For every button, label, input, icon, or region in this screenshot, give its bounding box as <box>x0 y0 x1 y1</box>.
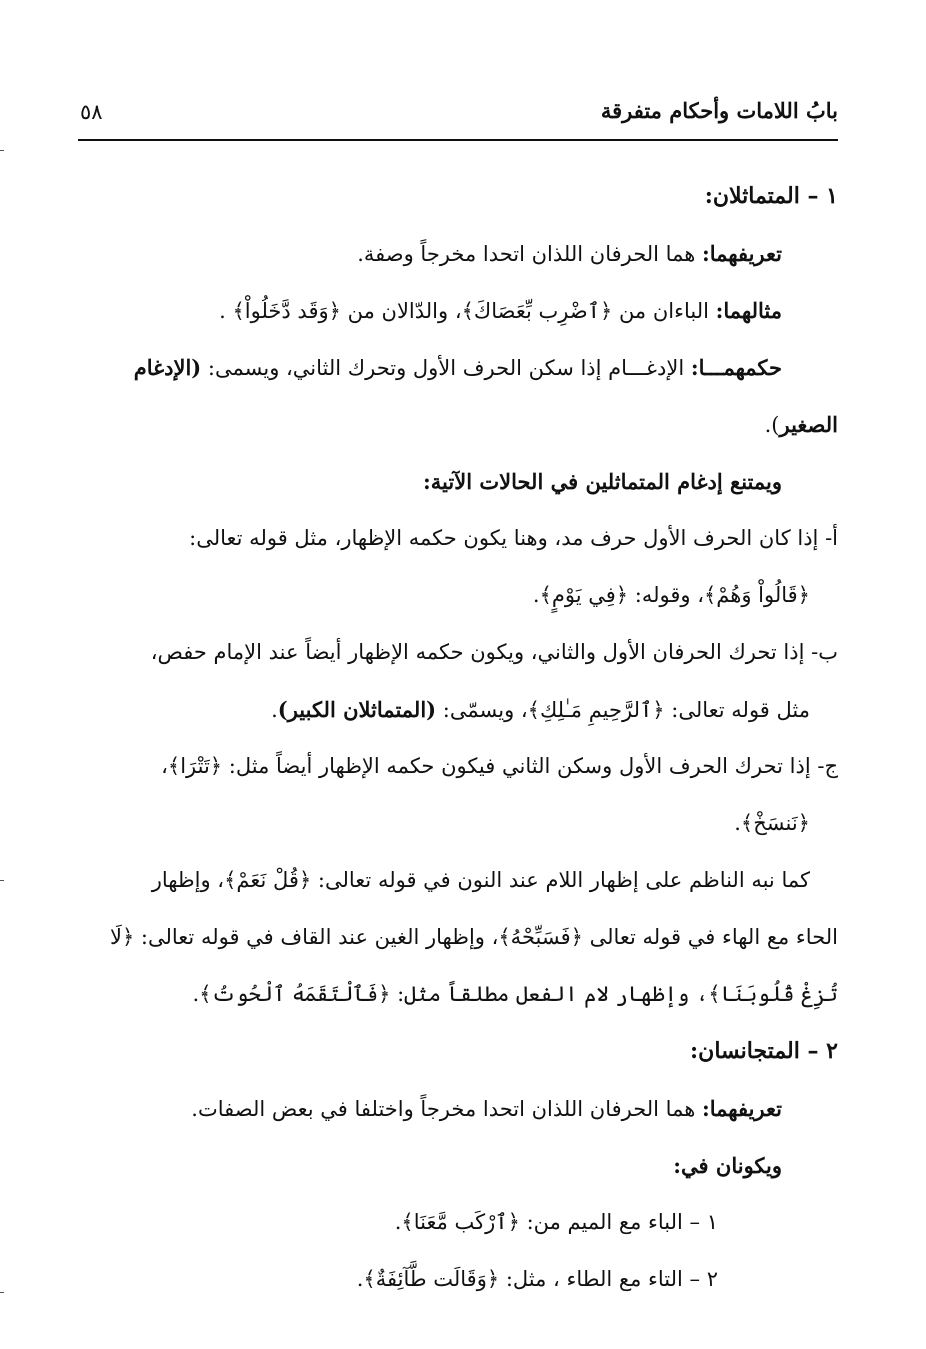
example-label: مثالهما: <box>715 298 782 323</box>
definition-text: هما الحرفان اللذان اتحدا مخرجاً وصفة. <box>357 242 702 266</box>
ruling-paragraph-line2 <box>80 396 838 453</box>
ruling-term-cont: الصغير <box>779 412 838 437</box>
case-c-line1: ج- إذا تحرك الحرف الأول وسكن الثاني فيكون حكمه الإظهار أيضاً مثل: ﴿تَتْرَا﴾، <box>161 754 838 778</box>
definition2-paragraph <box>80 1080 838 1137</box>
case-a-line1: أ- إذا كان الحرف الأول حرف مد، وهنا يكون حكمه الإظهار، مثل قوله تعالى: <box>189 526 838 550</box>
margin-mark <box>0 880 4 881</box>
ruling-term-end: ). <box>764 413 780 437</box>
margin-mark <box>0 150 4 151</box>
ruling-paragraph-line1 <box>80 339 838 396</box>
definition-paragraph <box>80 225 838 282</box>
definition2-label: تعريفهما: <box>701 1096 782 1121</box>
case-c-line2: ﴿نَنسَخْ﴾. <box>734 811 810 835</box>
ruling-text: الإدغـــام إذا سكن الحرف الأول وتحرك الثاني، ويسمى: <box>201 356 691 380</box>
list-item: ١ – الباء مع الميم من: ﴿ٱرْكَب مَّعَنَا﴾. <box>394 1210 718 1234</box>
section-heading-mutajanisan: ٢ – المتجانسان: <box>690 1038 838 1064</box>
ruling-term: (الإدغام <box>133 355 202 380</box>
cases-heading: ويكونان في: <box>673 1153 782 1178</box>
definition-label: تعريفهما: <box>701 241 782 266</box>
list-item: ٢ – التاء مع الطاء ، مثل: ﴿وَقَالَت طَّآئِفَةٌ﴾. <box>356 1267 718 1291</box>
definition2-text: هما الحرفان اللذان اتحدا مخرجاً واختلفا في بعض الصفات. <box>191 1097 702 1121</box>
header-divider <box>78 139 838 141</box>
example-paragraph <box>80 282 838 339</box>
chapter-title: بابُ اللامات وأحكام متفرقة <box>600 98 838 123</box>
case-b-line2 <box>80 681 838 738</box>
prevention-heading: ويمتنع إدغام المتماثلين في الحالات الآتية: <box>423 469 782 494</box>
note-line1: كما نبه الناظم على إظهار اللام عند النون في قوله تعالى: ﴿قُلْ نَعَمْ﴾، وإظهار <box>151 868 810 892</box>
example-text: الباءان من ﴿ٱضْرِب بِّعَصَاكَ﴾، والدّالان من ﴿وَقَد دَّخَلُواْ﴾ . <box>219 299 716 323</box>
note-line3: تُزِغْ قُلُوبَنَا﴾، وإظهار لام الفعل مطلقاً مثل: ﴿فَٱلْتَقَمَهُ ٱلْحُوتُ﴾. <box>192 982 838 1006</box>
margin-mark <box>0 1292 4 1293</box>
case-b-text: مثل قوله تعالى: ﴿ٱلرَّحِيمِ مَـٰلِكِ﴾، ويسمّى: <box>436 698 810 722</box>
case-a-line2: ﴿قَالُواْ وَهُمْ﴾، وقوله: ﴿فِي يَوْمٍ﴾. <box>532 583 810 607</box>
ruling-label: حكمهمـــا: <box>690 355 782 380</box>
case-b-end: . <box>271 698 278 722</box>
note-line2: الحاء مع الهاء في قوله تعالى ﴿فَسَبِّحْهُ﴾، وإظهار الغين عند القاف في قوله تعالى: ﴿لَا <box>109 925 838 949</box>
case-b-line1: ب- إذا تحرك الحرفان الأول والثاني، ويكون حكمه الإظهار أيضاً عند الإمام حفص، <box>150 640 838 664</box>
case-b-term: (المتماثلان الكبير) <box>277 697 437 722</box>
page-number: ٥٨ <box>80 100 103 124</box>
section-heading-mutamathilan: ١ – المتماثلان: <box>704 183 838 209</box>
running-header <box>80 98 838 138</box>
page-body <box>80 168 838 1308</box>
